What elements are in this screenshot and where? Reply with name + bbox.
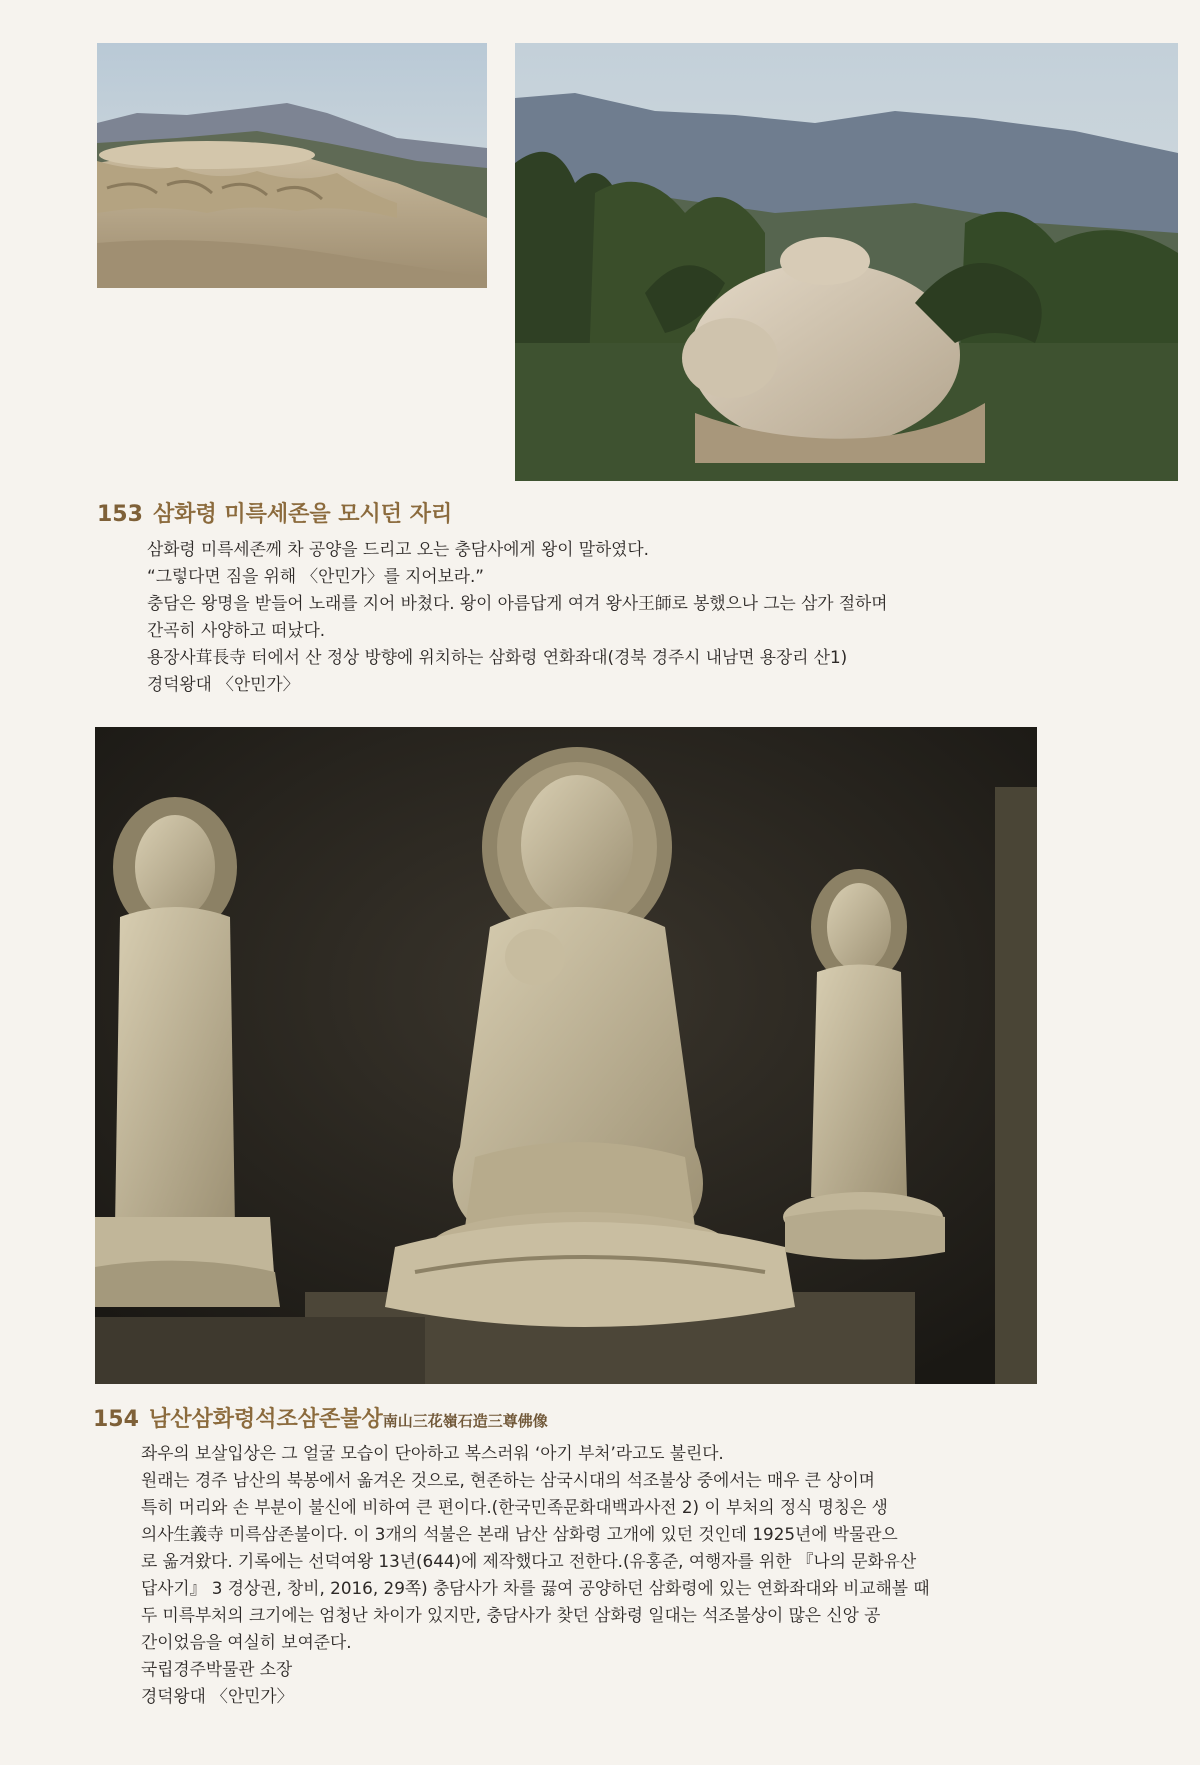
caption-line: 경덕왕대 〈안민가〉 bbox=[141, 1686, 294, 1706]
caption-line: 경덕왕대 〈안민가〉 bbox=[147, 674, 300, 694]
figure-154-title-text: 남산삼화령석조삼존불상 bbox=[148, 1407, 383, 1432]
caption-line: 간이었음을 여실히 보여준다. bbox=[141, 1632, 352, 1652]
buddha-triad-photo bbox=[95, 727, 1037, 1384]
caption-line: 원래는 경주 남산의 북봉에서 옮겨온 것으로, 현존하는 삼국시대의 석조불상 중에서는 매우 큰 상이며 bbox=[141, 1470, 875, 1490]
caption-line: 용장사茸長寺 터에서 산 정상 방향에 위치하는 삼화령 연화좌대(경북 경주시 내남면 용장리 산1) bbox=[147, 647, 848, 667]
caption-line: 특히 머리와 손 부분이 불신에 비하여 큰 편이다.(한국민족문화대백과사전 2) 이 부처의 정식 명칭은 생 bbox=[141, 1497, 888, 1517]
caption-line: 국립경주박물관 소장 bbox=[141, 1659, 293, 1679]
figure-153-title-text: 삼화령 미륵세존을 모시던 자리 bbox=[152, 502, 453, 527]
figure-154-title bbox=[93, 1402, 548, 1433]
figure-154-title-hanja: 南山三花嶺石造三尊佛像 bbox=[382, 1412, 548, 1430]
caption-line: 간곡히 사양하고 떠났다. bbox=[147, 620, 326, 640]
caption-line: 두 미륵부처의 크기에는 엄청난 차이가 있지만, 충담사가 찾던 삼화령 일대는 석조불상이 많은 신앙 공 bbox=[141, 1605, 881, 1625]
caption-line: 로 옮겨왔다. 기록에는 선덕여왕 13년(644)에 제작했다고 전한다.(유홍준, 여행자를 위한 『나의 문화유산 bbox=[141, 1551, 917, 1571]
caption-line: “그렇다면 짐을 위해 〈안민가〉를 지어보라.” bbox=[147, 566, 484, 586]
lotus-pedestal-photo bbox=[97, 43, 487, 288]
caption-line: 좌우의 보살입상은 그 얼굴 모습이 단아하고 복스러워 ‘아기 부처’라고도 불린다. bbox=[141, 1443, 724, 1463]
figure-154-caption bbox=[141, 1440, 930, 1710]
figure-154-number: 154 bbox=[93, 1407, 139, 1432]
caption-line: 삼화령 미륵세존께 차 공양을 드리고 오는 충담사에게 왕이 말하였다. bbox=[147, 539, 649, 559]
caption-line: 답사기』 3 경상권, 창비, 2016, 29쪽) 충담사가 차를 끓여 공양하던 삼화령에 있는 연화좌대와 비교해볼 때 bbox=[141, 1578, 930, 1598]
caption-line: 의사生義寺 미륵삼존불이다. 이 3개의 석불은 본래 남산 삼화령 고개에 있던 것인데 1925년에 박물관으 bbox=[141, 1524, 898, 1544]
figure-153-title bbox=[97, 497, 452, 528]
boulder-pine-photo bbox=[515, 43, 1178, 481]
caption-line: 충담은 왕명을 받들어 노래를 지어 바쳤다. 왕이 아름답게 여겨 왕사王師로 봉했으나 그는 삼가 절하며 bbox=[147, 593, 888, 613]
figure-153-caption bbox=[147, 536, 887, 698]
figure-153-number: 153 bbox=[97, 502, 143, 527]
